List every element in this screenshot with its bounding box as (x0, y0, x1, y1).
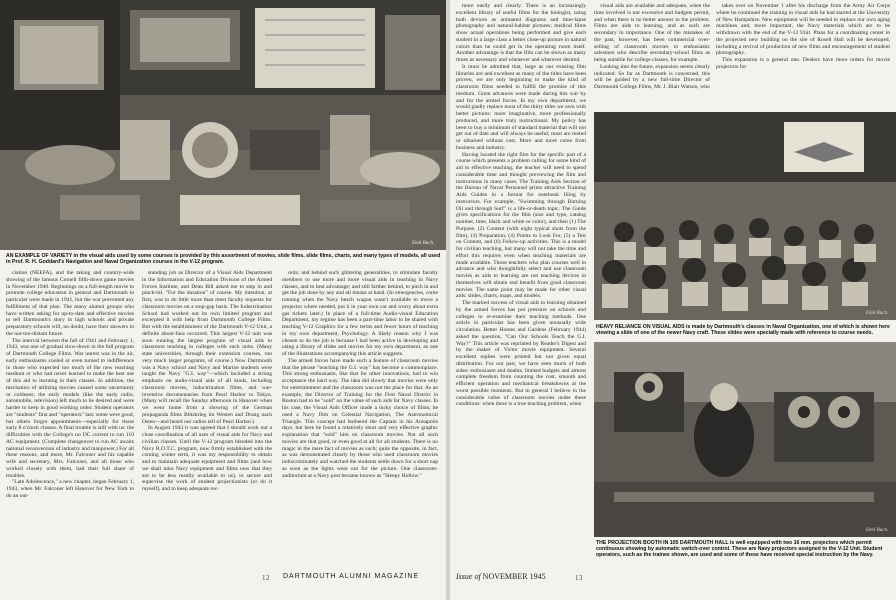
projection-booth-photo (594, 342, 896, 537)
left-column-1 (6, 270, 134, 570)
magazine-name: DARTMOUTH ALUMNI MAGAZINE (283, 573, 420, 580)
photo1-caption (596, 324, 890, 336)
paragraph: It must be admitted that, large as our existing film libraries are and excellent as many of the titles have been proven, we are only beginning to make the kind of classroom films needed to fulfill the promise of this medium. Great advances were made during this war by and for the armed forces. In my own department, we would gladly replace most of the thirty titles we own with better pictures: more imaginative, more professionally produced, and more truly instructional. My policy has been to buy a minimum of standard material that will not get out of date and will always be useful; most are rented or obtained without cost. More and more come from business and industry. (456, 63, 586, 151)
left-column-2 (142, 270, 272, 570)
paragraph: takes over on November 1 after his discharge from the Army Air Corps where he continued the training in visual aids he had started at the University of New Hampshire. New equipment will be needed to replace our own aging machines and, more important, the Navy materials which are to be withdrawn with the end of the V-12 Unit. Plans for a coordinating center in the projected new building on the site of Rosell Hall will be developed, including a revival of production of new films and encouragement of student photography. (716, 3, 890, 57)
paragraph: visual aids are available and adequate, when the time involved is not excessive and budgets permit, and when there is no better answer to the problem. Films are aids to learning, and as such are secondary in importance. One of the mistakes of the past, however, has been commercial over-selling of classroom movies to enthusiastic salesmen who describe secondary-school films as being suitable for college classes, for example. (594, 3, 710, 63)
paragraph: Looking into the future, expansion seems clearly indicated. So far as Dartmouth is concerned, this will be guided by a new full-time Director of Dartmouth College Films, Mr. J. Blair Watson, who (594, 63, 710, 90)
paragraph: The interval between the fall of 1941 and February 1, 1943, was one of gradual slow-down in the full program of Dartmouth College Films. War unrest was in the air, early enthusiasms cooled or even turned to indifference in those who expected too much of the new teaching medium or who had never learned to make the best use of this aid to learning in their classes. In addition, the mechanics of utilizing movies caused some uncertainty or coldness; the early models (like the early radio, automobile, television) left much to be desired and were harder to keep in good working order. Student operators are "students" first and "operators" last: some were good, but others forgot appointments—especially for those early 8 o'clock classes. A final trouble is still with us: the difficulties with the College's no DC current to run 110 AC equipment. (Complete changeover to run AC awaits national reconversion of industry and manpower.) For all these reasons, and more, Mr. Falconer and his capable wife and secretary, Mrs. Falconer, and all those who worked closely with them, had their full share of troubles. (6, 337, 134, 479)
left-photo-credit: Emil Buch. (412, 241, 435, 246)
paragraph: In August 1943 it was agreed that I should work out a close coordination of all uses of visual aids for Navy and civilian classes. Until the V-12 program blended into the Navy R.O.T.C. program, now firmly established with the coming winter term, it was my responsibility to obtain and to maintain adequate equipment and films (and how we shall miss Navy equipment and films now that they are to be less readily available to us), to secure and supervise the work of student projectionists (or do it myself), and to keep adequate rec- (142, 425, 272, 492)
issue-date (456, 572, 546, 581)
paragraph: more easily and clearly. There is an increasingly excellent library of useful films for the biologist, using both devices as animated diagrams and time-lapse photography and natural-habitat pictures; medical films show actual operations being performed and give each student in a large class a better close-up picture in natural colors than he could get in the operating room itself. Another advantage is that the film can be shown as many times as necessary and whenever and wherever desired. (456, 3, 586, 63)
left-column-3 (282, 270, 438, 570)
photo1-credit: Emil Buch. (866, 311, 889, 316)
left-photo-caption (6, 253, 442, 265)
photo2-caption (596, 540, 890, 559)
naval-organization-class-photo (594, 112, 896, 320)
photo2-caption-text: THE PROJECTION BOOTH IN 105 DARTMOUTH HALL is well equipped with two 16 mm. projectors which permit continuous showing by automatic switch-over control. These are Navy projectors assigned to the V-12 Unit. Student operators, such as the trainee shown, are used and some of these have received special instruction by the Navy. (596, 540, 883, 559)
left-caption-text: AN EXAMPLE OF VARIETY in the visual aids used by some courses is provided by this assortment of movies, slide films, slide films, charts, and many types of models, all used in Prof. R. H. Goddard's Navigation and Naval Organization courses in the V-12 program. (6, 253, 441, 266)
issue-month: NOVEMBER 1945 (482, 572, 546, 581)
paragraph: The marked success of visual aids to learning obtained by the armed forces has put pressure on schools and colleges to re-examine their teaching methods. One article in particular has been given unusually wide circulation. Better Homes and Gardens (February 1944) asked the question, "Can Our Schools Teach the G.I. Way?" This article was reprinted by Reader's Digest and by the maker of Victor movie equipment. Several excellent replies were printed but not given equal distribution. For our part, we have seen much of both sides: enthusiasm and doubts, limited budgets and almost complete freedom from counting the cost, smooth and efficient operation and mechanical breakdowns at the worst possible moments. But in general I believe in the considerable value of classroom movies under these conditions: when there is a true teaching problem, when (456, 300, 586, 408)
visual-aids-assortment-photo (0, 0, 446, 250)
paragraph: "Late Adolescence," a new chapter, began February 1, 1943, when Mr. Falconer left Hanover for New York to do an out- (6, 479, 134, 499)
right-column-4 (716, 3, 890, 108)
right-column-3 (594, 3, 710, 108)
paragraph: The armed forces have made such a feature of classroom movies that the phrase "teaching the G.I. way" has become a commonplace. This strong enthusiasm, like that for other innovations, had to win acceptance the hard way. The idea did slowly that movies were only for entertainment and the classroom was not the place for that. As an example, the Director of Training for the First Naval District in Boston had to be "sold" on the value of such aids for Navy classes. In his case, the Visual Aids Officer made a lucky choice of films; he used a Navy film on Celestial Navigation, The Astronomical Triangle. This concept had bothered the Captain in his Annapolis days, but here he found a relatively short and very effective graphic explanation that "sold" him on classroom movies. Not all such movies are that good, or even good at all for all students. There is no magic in the mere fact of movies as such; quite the opposite, in fact, as was demonstrated clearly by those who used classroom movies indiscriminately and watched the students settle down for a short nap as soon as the lights went out for the picture. One classroom-auditorium at a Navy post became known as "Sleepy Hollow." (282, 357, 438, 479)
right-column-1 (456, 3, 586, 568)
issue-label: Issue of (456, 572, 481, 581)
paragraph: Having located the right film for the specific part of a course which presents a problem calling for some kind of aid to effective teaching, the teacher will need to spend considerable time and thought previewing the film and instructions in many cases. The Training Aids Section of the Bureau of Naval Personnel prints attractive Training Aids Guides in a format for notebook filing by instructors. For example, "Swimming through Burning Oil and through Surf" is a life-or-death topic. The Guide gives specifications for the film (size and type, catalog number, time, black and white or color), and then (1) The Purpose, (2) Content (with eight typical shots from the film), (3) Preparation, (4) Points to Look For, (5) a Test on Content, and (6) Follow-up activities. This is a model for civilian teaching, but many will not take the time and effort this requires even when teaching materials are made available. Those teachers who plan courses well in advance and who thoughtfully select and use classroom movies as aids to learning are not teaching devices in themselves will obtain real benefit from good classroom movies. The same point may be made for other visual aids: slides, charts, maps, and models. (456, 151, 586, 300)
paragraph: ciation (NEEFA), and the taking and country-wide showing of the famous Cornell fifth-down game movies in November 1940. Beginnings on a full-length movie to promote college education in general and Dartmouth in particular were made in 1941, but the war prevented any fulfillment of that plan. The many alumni groups who have written asking for up-to-date and effective movies to tell Dartmouth's story in high schools and private preparatory schools will, no doubt, have their answers in the not-too-distant future. (6, 270, 134, 337)
paragraph: This expansion is a general one. Dealers have more orders for movie projectors for (716, 57, 890, 70)
photo1-caption-text: HEAVY RELIANCE ON VISUAL AIDS is made by Dartmouth's classes in Naval Organization, one of which is shown here viewing a slide of one of the newer Navy craft. These slides were specially made with reference to course needs. (596, 324, 890, 337)
photo2-credit: Emil Buch. (866, 528, 889, 533)
left-page-number: 12 (262, 574, 270, 582)
paragraph: ords; and behind such glittering generalities, to stimulate faculty members to use more and more visual aids in teaching in Navy classes, and to best advantage; and still farther behind, to pitch in and get the job done by any and all means at hand. (In emergencies, come running when the Navy beach wagon wasn't available to move a projector where needed, put it in your own car and worry about extra gas tickets later.) In place of a full-time Audio-visual Education Department, my regime has been a part-time labor to be shared with teaching V-12 Graphics for a few terms and fewer hours of teaching in my own department, Psychology. A likely reason why I was chosen to do the job is because I had been active in developing and using a library of slides and movies for my own department, as one of the illustrations accompanying this article suggests. (282, 270, 438, 357)
right-page-number: 13 (575, 574, 583, 582)
paragraph: standing job as Director of a Visual Aids Department in the Information and Education Division of the Armed Forces Institute, and Dean Bill asked me to step in and pinch-hit. "For the duration" of course. My intention, at first, was to do little more than meet faculty requests for classroom movies on a stop-gap basis. The Indoctrination School had worked out its own limited program and excerpted it with help from Dartmouth College Films. But with the establishment of the Dartmouth V-12 Unit, a definite about-face occurred. This largest V-12 unit was soon running the largest program of visual aids to classroom teaching in colleges with such units. (Many state universities, through their extension courses, run very much larger programs, of course.) Now Dartmouth was a Navy school and Navy and Marine students were taught the Navy "G.I. way"—which included a strong emphasis on audio-visual aids of all kinds, including classroom movies, indoctrination films, and war-inventive documentaries from Pearl Harbor to Tokyo. (Many will recall the Sunday afternoon in Hanover when we went home from a showing of the German propaganda films Blitzkrieg im Westen and Drang nach Osten—and heard our radios tell of Pearl Harbor.) (142, 270, 272, 425)
